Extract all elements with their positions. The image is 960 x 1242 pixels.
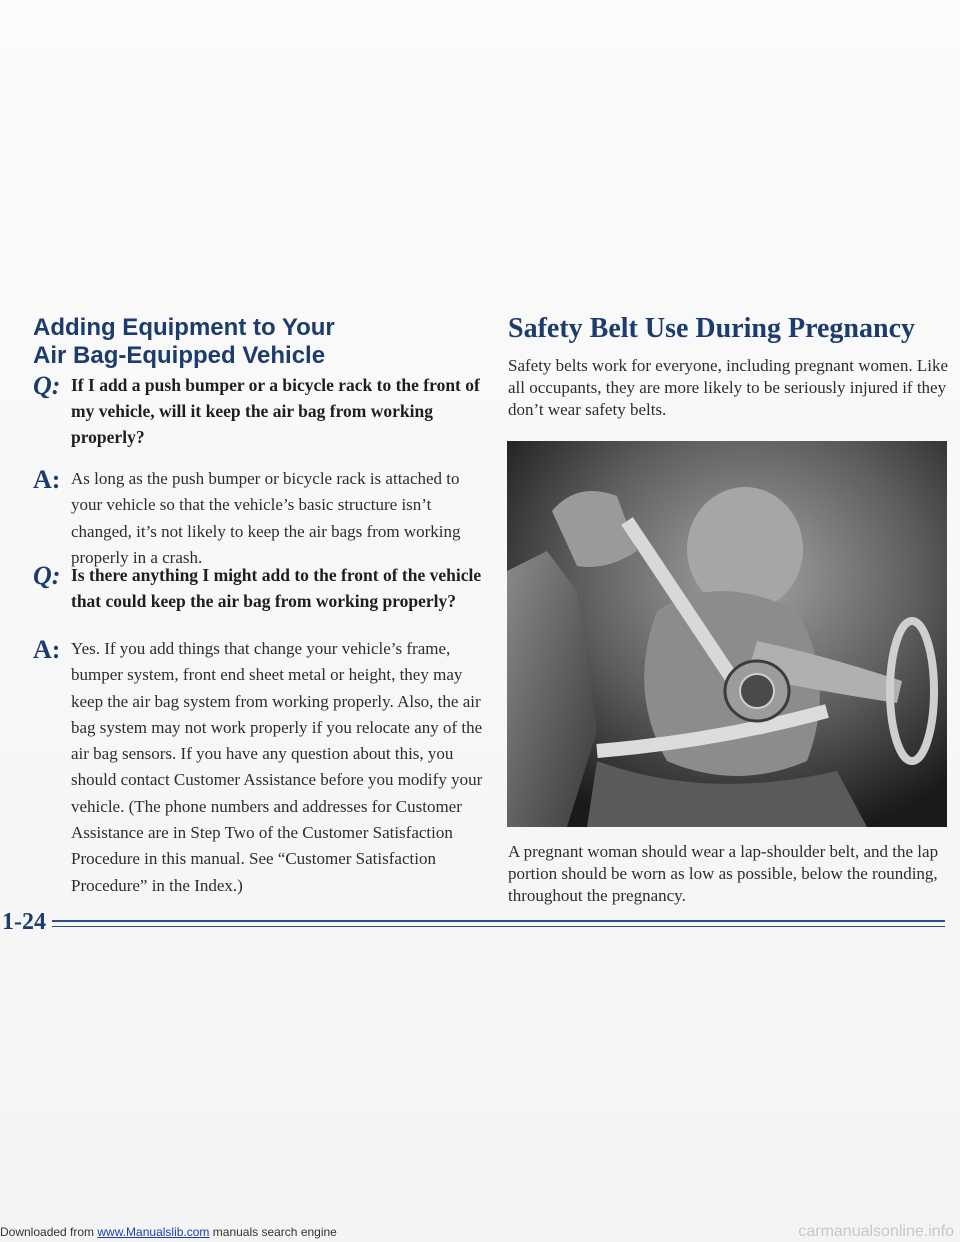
footer-prefix: Downloaded from (0, 1225, 98, 1239)
answer-text: As long as the push bumper or bicycle rack is attached to your vehicle so that the vehicle’s basic structure isn’t changed, it’s not likely to keep the air bags from working properly in a crash. (71, 469, 461, 567)
page-number: 1-24 (2, 909, 46, 935)
heading-line-1: Adding Equipment to Your (33, 314, 335, 341)
q-mark: Q: (33, 371, 61, 400)
watermark-text: carmanualsonline.info (798, 1223, 954, 1240)
a-mark: A: (33, 465, 61, 494)
section-heading-adding-equipment (33, 314, 453, 370)
question-text: If I add a push bumper or a bicycle rack to the front of my vehicle, will it keep the air bag from working properly? (71, 375, 480, 447)
manualslib-link[interactable]: www.Manualslib.com (97, 1225, 210, 1239)
intro-paragraph: Safety belts work for everyone, including pregnant women. Like all occupants, they are more likely to be seriously injured if they don’t wear safety belts. (508, 356, 948, 419)
answer-1 (33, 466, 483, 571)
question-1 (33, 372, 483, 450)
pregnant-driver-illustration (507, 441, 947, 827)
footer-rule-top (52, 920, 945, 922)
q-mark: Q: (33, 561, 61, 590)
answer-2 (33, 636, 483, 899)
footer-suffix: manuals search engine (209, 1225, 337, 1239)
a-mark: A: (33, 635, 61, 664)
illustration-svg (507, 441, 947, 827)
illustration-caption: A pregnant woman should wear a lap-shoulder belt, and the lap portion should be worn as low as possible, below the rounding, throughout the pregnancy. (508, 842, 939, 905)
section-heading-pregnancy: Safety Belt Use During Pregnancy (508, 313, 915, 344)
belly-emblem-shape (740, 674, 774, 708)
footer-rule-bottom (52, 926, 945, 927)
answer-text: Yes. If you add things that change your vehicle’s frame, bumper system, front end sheet metal or height, they may keep the air bag system from working properly. Also, the air bag system may not work properly if you relocate any of the air bag sensors. If you have any question about this, you should contact Customer Assistance before you modify your vehicle. (The phone numbers and addresses for Customer Assistance are in Step Two of the Customer Satisfaction Procedure in this manual. See “Customer Satisfaction Procedure” in the Index.) (71, 639, 483, 895)
heading-line-2: Air Bag-Equipped Vehicle (33, 342, 326, 369)
question-text: Is there anything I might add to the front of the vehicle that could keep the air bag from working properly? (71, 565, 482, 611)
question-2 (33, 562, 483, 614)
